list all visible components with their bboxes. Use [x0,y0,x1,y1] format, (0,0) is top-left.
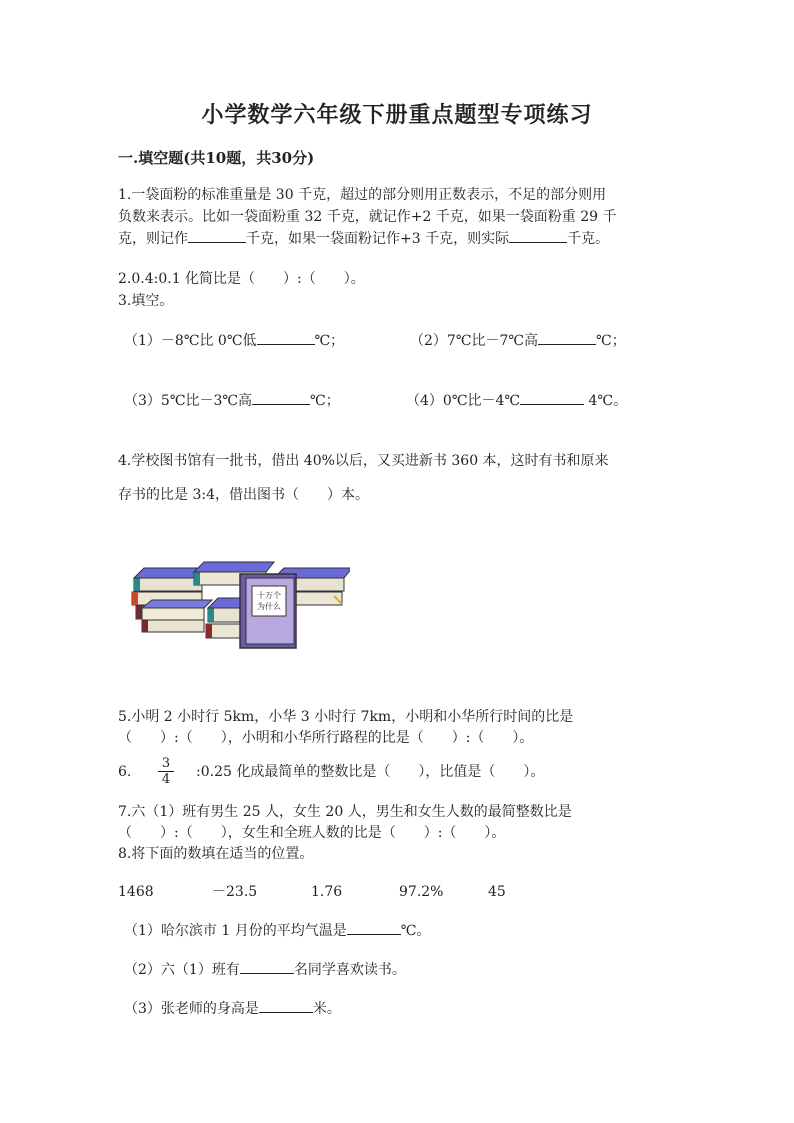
q3-stem: 3.填空。 [118,293,174,309]
q3-part2-unit: ℃； [596,333,626,349]
answer-blank[interactable] [252,390,310,405]
q8-sub2-text: （2）六（1）班有 [124,962,240,978]
q3-part4 [406,390,627,412]
answer-blank[interactable] [240,959,294,974]
q5-line2: （ ）:（ ），小明和小华所行路程的比是（ ）:（ ）。 [118,730,534,746]
q8-sub2-unit: 名同学喜欢读书。 [293,962,406,978]
q8-sub3-unit: 米。 [312,1001,341,1017]
featured-book-icon [240,574,296,648]
q8-sub1-unit: ℃。 [400,923,431,939]
q3-part3-unit: ℃； [310,393,340,409]
fraction-numerator: 3 [158,756,174,772]
q3-part3 [124,390,340,412]
answer-blank[interactable] [257,330,315,345]
answer-blank[interactable] [188,228,246,243]
q5-line1: 5.小明 2 小时行 5km，小华 3 小时行 7km，小明和小华所行时间的比是 [118,709,574,725]
q8-sub2 [124,959,406,981]
q1-text-c: 千克。 [567,231,610,247]
book-caption-line1: 十万个 [257,591,281,600]
q1-line3 [118,228,609,250]
q8-sub1-text: （1）哈尔滨市 1 月份的平均气温是 [124,923,347,939]
q4-line1: 4.学校图书馆有一批书，借出 40%以后，又买进新书 360 本，这时有书和原来 [118,453,609,469]
q3-part2-text: （2）7℃比－7℃高 [410,333,539,349]
answer-blank[interactable] [520,390,584,405]
q1-text-a: 克，则记作 [118,231,188,247]
q3-part1-unit: ℃； [314,333,345,349]
page-title: 小学数学六年级下册重点题型专项练习 [201,102,593,128]
q6-fraction [158,756,174,787]
answer-blank[interactable] [538,330,596,345]
answer-blank[interactable] [259,998,313,1013]
q6-label: 6. [118,764,132,780]
q8-number-5: 45 [488,884,506,900]
fraction-denominator: 4 [161,772,171,787]
q3-part1-text: （1）－8℃比 0℃低 [124,333,257,349]
answer-blank[interactable] [509,228,567,243]
section-heading: 一.填空题(共10题，共30分) [118,149,315,167]
q3-part3-text: （3）5℃比－3℃高 [124,393,253,409]
q8-sub1 [124,920,430,942]
q1-line1: 1.一袋面粉的标准重量是 30 千克，超过的部分则用正数表示，不足的部分则用 [118,187,607,203]
q4-line2: 存书的比是 3:4，借出图书（ ）本。 [118,487,369,503]
q8-number-2: －23.5 [212,884,258,900]
q8-number-1: 1468 [118,884,154,900]
q3-part2 [410,330,626,352]
q8-sub3 [124,998,341,1020]
book-caption-line2: 为什么 [257,602,281,611]
q3-part4-text: （4）0℃比－4℃ [406,393,521,409]
answer-blank[interactable] [347,920,401,935]
q8-stem: 8.将下面的数填在适当的位置。 [118,846,314,862]
q3-part4-unit: 4℃。 [584,393,628,409]
q8-number-3: 1.76 [311,884,343,900]
books-illustration [128,548,350,650]
q2-text: 2.0.4:0.1 化简比是（ ）:（ ）。 [118,271,365,287]
q1-line2: 负数来表示。比如一袋面粉重 32 千克，就记作+2 千克，如果一袋面粉重 29 千 [118,209,617,225]
q6-text: :0.25 化成最简单的整数比是（ ），比值是（ ）。 [196,764,545,780]
q8-number-4: 97.2% [399,884,444,900]
q3-part1 [124,330,344,352]
q7-line2: （ ）:（ ），女生和全班人数的比是（ ）:（ ）。 [118,825,506,841]
q1-text-b: 千克，如果一袋面粉记作+3 千克，则实际 [246,231,510,247]
q7-line1: 7.六（1）班有男生 25 人，女生 20 人，男生和女生人数的最简整数比是 [118,804,572,820]
q8-sub3-text: （3）张老师的身高是 [124,1001,259,1017]
